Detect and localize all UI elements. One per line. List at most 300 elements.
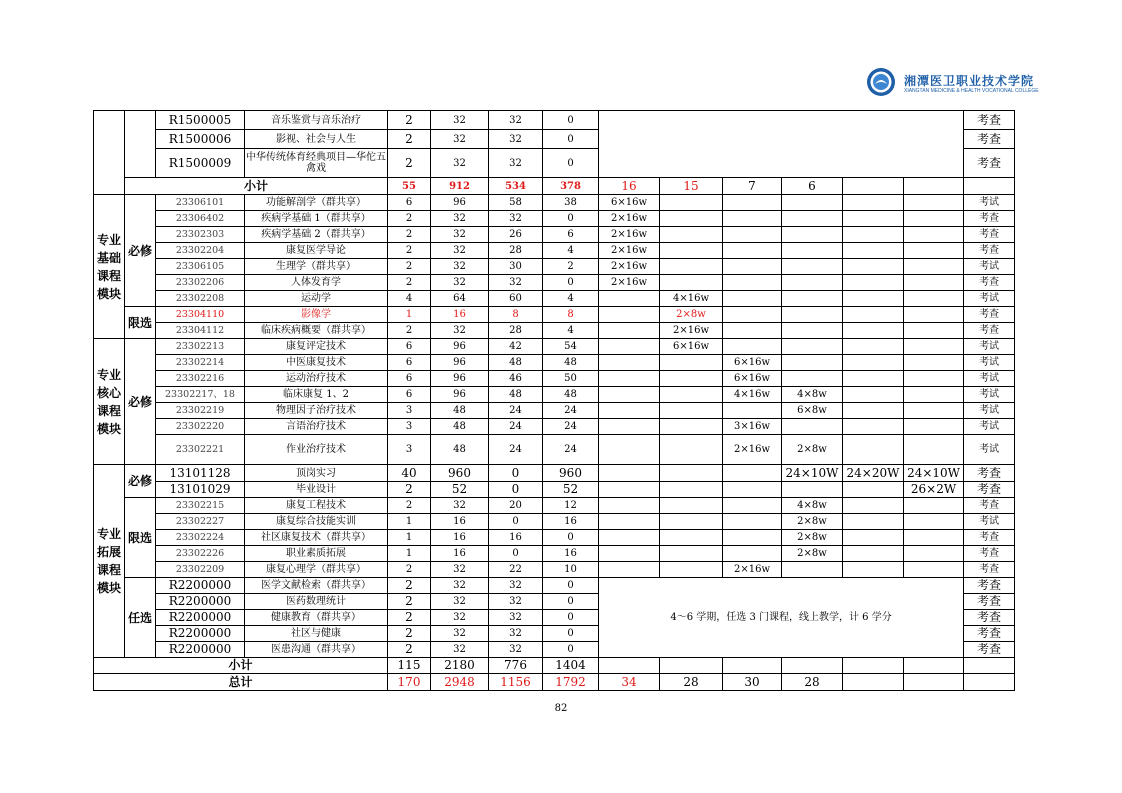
table-cell: 6 [543,227,599,243]
table-cell: 康复医学导论 [245,243,388,259]
table-cell [660,243,723,259]
table-cell [660,514,723,530]
table-cell [723,259,782,275]
table-cell: 16 [543,546,599,562]
table-cell: 2 [388,610,431,626]
table-cell [964,658,1015,674]
table-cell [904,387,964,403]
table-cell: 48 [489,355,543,371]
table-cell [660,498,723,514]
table-cell [904,227,964,243]
table-cell: 2 [388,642,431,658]
table-cell: 必修 [125,195,156,307]
table-row [94,514,1015,530]
table-cell [782,243,843,259]
table-cell: 运动学 [245,291,388,307]
table-cell: 考查 [964,498,1015,514]
table-cell [660,403,723,419]
table-cell: 中医康复技术 [245,355,388,371]
table-cell: 23302214 [156,355,245,371]
table-cell [599,562,660,578]
table-row [94,111,1015,130]
table-cell: 4×8w [782,498,843,514]
table-cell: 2 [388,227,431,243]
table-cell [723,403,782,419]
table-cell [843,339,904,355]
table-cell [904,195,964,211]
table-cell: 34 [599,674,660,691]
table-cell: 6×16w [723,371,782,387]
table-cell: 32 [431,610,489,626]
table-cell: 考查 [964,149,1015,178]
table-cell: 0 [543,275,599,291]
table-cell: 临床康复 1、2 [245,387,388,403]
table-cell: 24 [489,419,543,435]
table-row [94,355,1015,371]
table-cell: 必修 [125,465,156,498]
table-cell: 24×10W [904,465,964,482]
table-cell [660,435,723,465]
table-row [94,323,1015,339]
table-cell: 23306402 [156,211,245,227]
table-cell: 0 [543,111,599,130]
table-cell: 考试 [964,514,1015,530]
table-cell: 6 [388,195,431,211]
table-cell [904,562,964,578]
table-cell [904,178,964,195]
table-cell [782,227,843,243]
table-cell: 52 [431,482,489,498]
table-cell [660,419,723,435]
table-cell: 总计 [94,674,388,691]
table-cell [843,498,904,514]
table-cell: 96 [431,195,489,211]
table-cell [723,530,782,546]
table-cell: 2×16w [599,227,660,243]
table-cell: 48 [431,403,489,419]
table-cell [599,465,660,482]
table-cell: 1792 [543,674,599,691]
table-cell: 2×16w [599,211,660,227]
table-cell: 任选 [125,578,156,658]
table-cell: 2 [388,243,431,259]
table-cell [843,674,904,691]
table-cell: 48 [543,355,599,371]
table-cell: 23302226 [156,546,245,562]
table-cell: 23306105 [156,259,245,275]
table-cell: 23302204 [156,243,245,259]
table-cell: 6×16w [723,355,782,371]
table-cell: 46 [489,371,543,387]
table-cell: 96 [431,355,489,371]
table-cell: 疾病学基础 1（群共享） [245,211,388,227]
table-cell: 32 [431,259,489,275]
table-cell [904,275,964,291]
table-cell: 2948 [431,674,489,691]
table-cell: 23302208 [156,291,245,307]
table-cell: 32 [431,275,489,291]
table-cell: 912 [431,178,489,195]
college-name: 湘潭医卫职业技术学院 [904,74,1035,88]
college-name-english: XIANGTAN MEDICINE & HEALTH VOCATIONAL COLLEGE [904,88,1039,94]
table-cell [599,371,660,387]
table-cell: 考试 [964,403,1015,419]
table-cell: 23302221 [156,435,245,465]
table-cell: 32 [489,626,543,642]
table-cell: 23302216 [156,371,245,387]
table-cell [599,546,660,562]
page-number: 82 [554,703,568,714]
table-cell: 24×10W [782,465,843,482]
table-cell: 考查 [964,594,1015,610]
table-cell: 4×16w [723,387,782,403]
table-cell: 考试 [964,259,1015,275]
table-cell [843,546,904,562]
table-cell: 7 [723,178,782,195]
table-cell: 52 [543,482,599,498]
table-cell: 28 [660,674,723,691]
table-cell: 6×16w [660,339,723,355]
table-cell: 26 [489,227,543,243]
elective-note: 4～6 学期，任选 3 门课程，线上教学，计 6 学分 [599,578,964,658]
table-cell: 42 [489,339,543,355]
table-cell [660,387,723,403]
table-cell: 影像学 [245,307,388,323]
table-cell: 考查 [964,227,1015,243]
table-cell: 28 [489,243,543,259]
table-cell [599,403,660,419]
table-cell [782,195,843,211]
table-cell [843,243,904,259]
table-cell: 8 [543,307,599,323]
table-row [94,403,1015,419]
table-cell: 考试 [964,195,1015,211]
table-cell [904,435,964,465]
table-cell [843,514,904,530]
table-cell: 2 [388,130,431,149]
table-cell [843,259,904,275]
table-cell: 小计 [94,658,388,674]
table-cell: 考试 [964,435,1015,465]
table-cell: 0 [543,530,599,546]
table-cell [660,546,723,562]
table-cell: 32 [431,562,489,578]
table-cell: 16 [431,530,489,546]
table-cell: 38 [543,195,599,211]
table-cell: R1500009 [156,149,245,178]
table-cell: 32 [431,149,489,178]
table-row [94,211,1015,227]
table-cell: 1 [388,307,431,323]
table-cell: 48 [431,435,489,465]
table-cell: 6 [388,355,431,371]
table-row [94,498,1015,514]
table-cell: 3 [388,435,431,465]
table-cell: 2×16w [599,243,660,259]
table-cell: 378 [543,178,599,195]
table-cell [964,178,1015,195]
table-cell [904,211,964,227]
table-cell: 48 [543,387,599,403]
table-cell: 健康教育（群共享） [245,610,388,626]
table-cell: 32 [489,275,543,291]
table-cell [782,259,843,275]
table-cell [904,530,964,546]
table-cell: 0 [543,610,599,626]
table-cell [904,403,964,419]
table-cell: 30 [489,259,543,275]
table-cell: 16 [543,514,599,530]
table-cell: 28 [489,323,543,339]
table-cell: 0 [489,465,543,482]
table-cell [964,674,1015,691]
table-cell: R1500006 [156,130,245,149]
table-cell: 32 [431,626,489,642]
table-cell [660,259,723,275]
table-cell: 12 [543,498,599,514]
table-cell: 2×8w [782,514,843,530]
table-cell [723,227,782,243]
table-cell: 32 [431,130,489,149]
table-cell: 2180 [431,658,489,674]
table-cell [843,530,904,546]
table-cell: 2 [388,259,431,275]
table-cell: 6 [388,371,431,387]
table-cell [599,339,660,355]
table-cell [723,243,782,259]
table-cell: 24 [543,419,599,435]
table-cell: 0 [489,514,543,530]
table-cell [723,211,782,227]
table-cell [723,339,782,355]
table-cell: 考查 [964,642,1015,658]
table-cell: 60 [489,291,543,307]
table-cell [94,111,125,195]
table-row [94,387,1015,403]
table-cell: 2 [388,211,431,227]
table-cell: 0 [543,130,599,149]
table-cell: 限选 [125,498,156,578]
table-cell: 考查 [964,465,1015,482]
table-cell: 10 [543,562,599,578]
table-cell: 6×8w [782,403,843,419]
college-logo-icon [866,67,896,97]
table-cell: 0 [543,626,599,642]
table-cell: 运动治疗技术 [245,371,388,387]
table-cell: 8 [489,307,543,323]
table-cell: 临床疾病概要（群共享） [245,323,388,339]
table-cell [843,435,904,465]
table-cell: 1404 [543,658,599,674]
table-cell: 医药数理统计 [245,594,388,610]
table-cell: 疾病学基础 2（群共享） [245,227,388,243]
table-cell: 58 [489,195,543,211]
table-cell: 2 [388,578,431,594]
table-cell: 限选 [125,307,156,339]
table-cell: 23302209 [156,562,245,578]
table-cell: 23302224 [156,530,245,546]
table-cell: 24 [543,435,599,465]
table-cell: 小计 [125,178,388,195]
table-cell: 康复评定技术 [245,339,388,355]
table-row [94,307,1015,323]
table-cell: 32 [489,642,543,658]
table-cell: 24×20W [843,465,904,482]
table-cell: 功能解剖学（群共享） [245,195,388,211]
table-cell: 人体发育学 [245,275,388,291]
table-cell [904,658,964,674]
table-cell: 96 [431,371,489,387]
table-cell: 6 [782,178,843,195]
module-extension: 专业拓展课程模块 [94,465,125,658]
table-cell: 康复心理学（群共享） [245,562,388,578]
table-cell: 考查 [964,111,1015,130]
table-cell: 0 [543,149,599,178]
table-cell [843,387,904,403]
table-cell: 2 [388,482,431,498]
table-cell: 医患沟通（群共享） [245,642,388,658]
table-cell: 16 [599,178,660,195]
table-cell: 1 [388,546,431,562]
table-cell: 2 [388,626,431,642]
table-cell: 4×8w [782,387,843,403]
table-cell: 2×8w [782,530,843,546]
table-cell: 15 [660,178,723,195]
table-row [94,339,1015,355]
table-cell: 考试 [964,371,1015,387]
table-cell: 考查 [964,323,1015,339]
table-cell: R2200000 [156,578,245,594]
table-cell: R1500005 [156,111,245,130]
table-cell: 23302213 [156,339,245,355]
table-cell [599,435,660,465]
table-cell [843,658,904,674]
table-cell: 2 [388,498,431,514]
table-cell: 24 [489,403,543,419]
table-cell: 32 [489,578,543,594]
table-cell: 2 [388,562,431,578]
table-cell: 30 [723,674,782,691]
table-cell: R2200000 [156,642,245,658]
table-row [94,291,1015,307]
table-cell: 32 [489,130,543,149]
table-cell [599,291,660,307]
module-foundation: 专业基础课程模块 [94,195,125,339]
table-cell [782,371,843,387]
table-cell: 32 [431,594,489,610]
table-cell: 生理学（群共享） [245,259,388,275]
table-cell: 考查 [964,562,1015,578]
table-cell: 0 [543,642,599,658]
table-cell: 4 [543,243,599,259]
table-cell: 社区康复技术（群共享） [245,530,388,546]
table-cell [599,514,660,530]
table-cell: 24 [543,403,599,419]
table-cell: 0 [543,594,599,610]
table-cell [782,307,843,323]
table-cell [599,111,964,178]
table-cell: 23304112 [156,323,245,339]
table-cell [723,482,782,498]
table-cell [660,658,723,674]
table-cell: 考试 [964,291,1015,307]
table-cell [904,371,964,387]
table-cell: 48 [431,419,489,435]
table-row [94,465,1015,482]
table-cell: 32 [489,610,543,626]
table-cell: 3×16w [723,419,782,435]
table-cell [599,498,660,514]
table-cell: 考查 [964,130,1015,149]
table-cell [660,482,723,498]
table-cell: 54 [543,339,599,355]
table-cell [904,514,964,530]
table-row [94,419,1015,435]
table-cell [599,419,660,435]
table-cell: 2 [388,594,431,610]
table-row [94,243,1015,259]
table-row [94,371,1015,387]
table-cell: 32 [431,111,489,130]
table-cell: 2×16w [599,275,660,291]
table-cell [660,211,723,227]
table-cell: 55 [388,178,431,195]
table-cell: 2×16w [660,323,723,339]
table-cell: 2×8w [660,307,723,323]
table-row [94,435,1015,465]
table-cell: 2×16w [723,562,782,578]
table-cell [782,323,843,339]
table-cell [782,275,843,291]
table-row [94,275,1015,291]
table-cell: 32 [431,578,489,594]
table-cell: 言语治疗技术 [245,419,388,435]
table-cell: 6×16w [599,195,660,211]
table-cell: 23302303 [156,227,245,243]
table-cell [599,387,660,403]
table-cell: 170 [388,674,431,691]
table-cell: 24 [489,435,543,465]
table-cell: 顶岗实习 [245,465,388,482]
table-cell: 50 [543,371,599,387]
table-cell: 社区与健康 [245,626,388,642]
table-cell: 考查 [964,578,1015,594]
table-cell: 96 [431,339,489,355]
table-cell: 4 [388,291,431,307]
table-cell: 考试 [964,355,1015,371]
table-cell: 1 [388,514,431,530]
table-cell: 32 [431,227,489,243]
table-cell: 康复综合技能实训 [245,514,388,530]
table-cell [904,546,964,562]
table-cell: 23302220 [156,419,245,435]
table-cell [843,275,904,291]
subtotal-row [94,658,1015,674]
table-cell: 1156 [489,674,543,691]
table-cell [723,658,782,674]
table-cell: R2200000 [156,626,245,642]
table-cell [782,339,843,355]
table-cell [660,195,723,211]
table-cell: 26×2W [904,482,964,498]
table-cell: 23302217、18 [156,387,245,403]
table-cell [904,243,964,259]
table-cell: 3 [388,419,431,435]
module-core: 专业核心课程模块 [94,339,125,465]
table-cell: 考查 [964,530,1015,546]
table-cell [660,562,723,578]
table-cell: 32 [431,211,489,227]
